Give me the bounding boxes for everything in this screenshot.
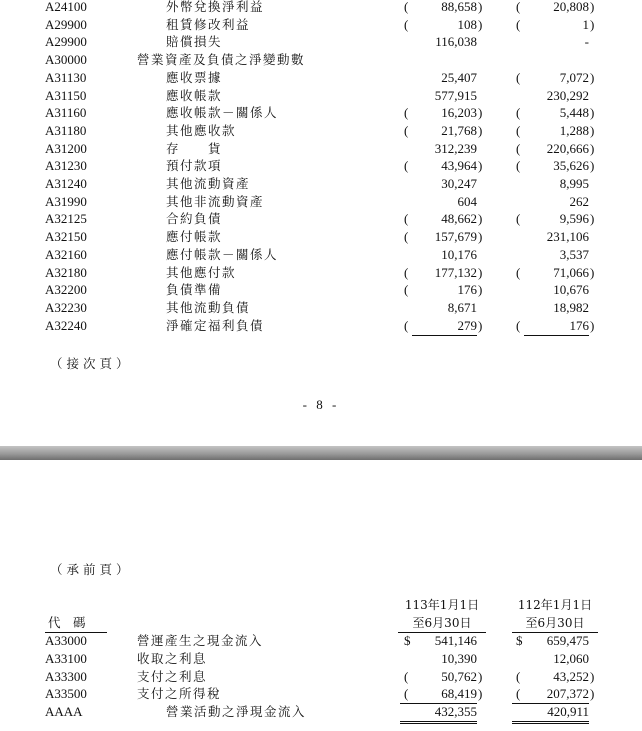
prev-close-paren: ) — [590, 0, 595, 14]
cur-open-paren: ( — [404, 282, 409, 298]
row-label: 支付之利息 — [137, 668, 208, 684]
statement-row — [0, 122, 642, 140]
page-number: - 8 - — [302, 397, 340, 412]
row-code: A32200 — [45, 282, 87, 298]
continued-next-page-note: （接次頁） — [50, 356, 133, 371]
page-divider — [0, 446, 642, 460]
statement-row — [0, 210, 642, 228]
cur-amount: 16,203 — [441, 105, 477, 121]
prev-amount: 220,666 — [546, 140, 589, 156]
current-period-header-line2: 至6月30日 — [412, 616, 472, 630]
prev-close-paren: ) — [590, 105, 595, 121]
statement-row — [0, 317, 642, 335]
statement-row — [0, 264, 642, 282]
statement-row — [0, 175, 642, 193]
row-code: A32125 — [45, 211, 87, 227]
cur-amount: 8,671 — [447, 299, 477, 315]
statement-row — [0, 299, 642, 317]
cur-amount: 177,132 — [434, 264, 477, 280]
row-label: 其他流動負債 — [166, 299, 251, 315]
prev-amount: - — [584, 34, 589, 50]
row-label: 負債準備 — [166, 282, 223, 298]
row-label: 應付帳款 — [166, 229, 223, 245]
statement-row — [0, 157, 642, 175]
statement-row — [0, 632, 642, 650]
prev-amount: 5,448 — [559, 105, 589, 121]
statement-row — [0, 246, 642, 264]
prev-amount: 10,676 — [553, 282, 589, 298]
prev-close-paren: ) — [590, 69, 595, 85]
cur-open-paren: ( — [404, 0, 409, 14]
prev-close-paren: ) — [590, 668, 595, 684]
cur-open-paren: ( — [404, 105, 409, 121]
row-code: AAAA — [45, 704, 83, 720]
cur-amount: 10,176 — [441, 246, 477, 262]
row-label: 其他應付款 — [166, 264, 237, 280]
cur-amount: 541,146 — [434, 633, 477, 648]
prev-amount: 8,995 — [559, 176, 589, 191]
row-label: 其他應收款 — [166, 122, 237, 138]
prev-amount: 262 — [569, 193, 589, 209]
cur-amount: 50,762 — [441, 668, 477, 684]
row-label: 營業活動之淨現金流入 — [166, 704, 307, 720]
statement-row — [0, 281, 642, 299]
cur-close-paren: ) — [478, 122, 483, 138]
row-code: A31180 — [45, 122, 87, 138]
code-column-header: 代 碼 — [48, 615, 86, 630]
prev-amount: 659,475 — [546, 633, 589, 648]
row-label: 淨確定福利負債 — [166, 317, 265, 333]
row-code: A31240 — [45, 176, 87, 191]
statement-row — [0, 33, 642, 51]
prev-amount: 7,072 — [559, 69, 589, 85]
row-code: A33000 — [45, 633, 87, 648]
prev-open-paren: ( — [516, 16, 521, 32]
prev-open-paren: ( — [516, 668, 521, 684]
prev-amount: 1,288 — [559, 122, 589, 138]
statement-row — [0, 228, 642, 246]
prev-close-paren: ) — [590, 16, 595, 32]
prev-open-paren: ( — [516, 686, 521, 702]
prev-close-paren: ) — [590, 140, 595, 156]
statement-row — [0, 69, 642, 87]
prev-amount: 35,626 — [553, 158, 589, 174]
row-label: 支付之所得稅 — [137, 686, 222, 702]
cur-amount: 176 — [457, 282, 477, 298]
row-label: 營運產生之現金流入 — [137, 633, 264, 648]
row-code: A24100 — [45, 0, 87, 14]
row-label: 合約負債 — [166, 211, 223, 227]
cur-amount: 279 — [412, 317, 477, 336]
prev-amount: 1 — [582, 16, 589, 32]
prev-close-paren: ) — [590, 264, 595, 280]
row-code: A33100 — [45, 650, 87, 666]
cur-close-paren: ) — [478, 105, 483, 121]
cur-amount: 577,915 — [434, 87, 477, 103]
row-code: A32230 — [45, 299, 87, 315]
statement-page-9 — [0, 460, 642, 731]
row-label: 租賃修改利益 — [166, 16, 251, 32]
row-code: A31130 — [45, 69, 87, 85]
cur-close-paren: ) — [478, 158, 483, 174]
current-period-header-line1: 113年1月1日 — [404, 598, 480, 612]
cur-open-paren: ( — [404, 668, 409, 684]
statement-row — [0, 0, 642, 16]
statement-row — [0, 140, 642, 158]
row-label: 營業資產及負債之淨變動數 — [137, 52, 306, 68]
cur-dollar-sign: $ — [404, 633, 411, 648]
cur-open-paren: ( — [404, 264, 409, 280]
cur-close-paren: ) — [478, 668, 483, 684]
cur-close-paren: ) — [478, 686, 483, 702]
prev-open-paren: ( — [516, 69, 521, 85]
cur-amount: 10,390 — [441, 650, 477, 666]
cur-amount: 43,964 — [441, 158, 477, 174]
row-code: A32240 — [45, 317, 87, 333]
row-code: A29900 — [45, 16, 87, 32]
statement-row — [0, 104, 642, 122]
row-label: 賠償損失 — [166, 34, 223, 50]
cur-open-paren: ( — [404, 686, 409, 702]
row-label: 收取之利息 — [137, 650, 208, 666]
cur-open-paren: ( — [404, 16, 409, 32]
prev-open-paren: ( — [516, 122, 521, 138]
prev-open-paren: ( — [516, 317, 521, 333]
cur-open-paren: ( — [404, 317, 409, 333]
statement-row — [0, 668, 642, 686]
statement-row — [0, 51, 642, 69]
row-code: A29900 — [45, 34, 87, 50]
row-code: A32180 — [45, 264, 87, 280]
cur-close-paren: ) — [478, 282, 483, 298]
cur-close-paren: ) — [478, 211, 483, 227]
cur-amount: 48,662 — [441, 211, 477, 227]
row-label: 應收票據 — [166, 69, 223, 85]
cur-amount: 68,419 — [400, 685, 477, 704]
statement-row — [0, 703, 642, 721]
prev-amount: 9,596 — [559, 211, 589, 227]
row-label: 應付帳款－關係人 — [166, 246, 279, 262]
cur-close-paren: ) — [478, 229, 483, 245]
cur-amount: 88,658 — [441, 0, 477, 14]
prev-open-paren: ( — [516, 211, 521, 227]
cur-amount: 25,407 — [441, 69, 477, 85]
row-label: 外幣兌換淨利益 — [166, 0, 265, 14]
row-label: 存 貨 — [166, 140, 223, 156]
prev-close-paren: ) — [590, 211, 595, 227]
cur-close-paren: ) — [478, 264, 483, 280]
statement-row — [0, 16, 642, 34]
cur-amount: 116,038 — [435, 34, 477, 50]
cur-close-paren: ) — [478, 0, 483, 14]
prev-amount: 18,982 — [553, 299, 589, 315]
prev-close-paren: ) — [590, 158, 595, 174]
prev-amount: 176 — [524, 317, 589, 336]
row-code: A31150 — [45, 87, 87, 103]
continued-from-previous-note: （承前頁） — [50, 562, 133, 577]
prev-close-paren: ) — [590, 317, 595, 333]
prev-amount: 207,372 — [512, 685, 589, 704]
row-code: A33300 — [45, 668, 87, 684]
statement-row — [0, 87, 642, 105]
row-label: 其他流動資產 — [166, 176, 251, 191]
row-code: A31990 — [45, 193, 87, 209]
row-code: A33500 — [45, 686, 87, 702]
prev-amount: 420,911 — [512, 703, 589, 724]
row-label: 預付款項 — [166, 158, 223, 174]
statement-row — [0, 685, 642, 703]
row-code: A31230 — [45, 158, 87, 174]
cur-close-paren: ) — [478, 16, 483, 32]
prev-amount: 3,537 — [559, 246, 589, 262]
prev-dollar-sign: $ — [516, 633, 523, 648]
row-code: A32160 — [45, 246, 87, 262]
prior-period-header-line1: 112年1月1日 — [517, 598, 593, 612]
cur-amount: 30,247 — [441, 176, 477, 191]
prev-amount: 71,066 — [553, 264, 589, 280]
cur-amount: 21,768 — [441, 122, 477, 138]
cur-open-paren: ( — [404, 211, 409, 227]
row-code: A31200 — [45, 140, 87, 156]
prev-open-paren: ( — [516, 140, 521, 156]
prev-open-paren: ( — [516, 158, 521, 174]
prev-open-paren: ( — [516, 105, 521, 121]
prev-open-paren: ( — [516, 264, 521, 280]
row-code: A32150 — [45, 229, 87, 245]
cur-open-paren: ( — [404, 158, 409, 174]
prev-close-paren: ) — [590, 122, 595, 138]
row-label: 應收帳款－關係人 — [166, 105, 279, 121]
cur-amount: 432,355 — [400, 703, 477, 724]
prev-amount: 12,060 — [553, 650, 589, 666]
cur-amount: 157,679 — [434, 229, 477, 245]
prev-open-paren: ( — [516, 0, 521, 14]
row-code: A30000 — [45, 52, 87, 68]
cur-amount: 108 — [457, 16, 477, 32]
prev-amount: 230,292 — [546, 87, 589, 103]
row-label: 其他非流動資產 — [166, 193, 265, 209]
statement-row — [0, 193, 642, 211]
prev-amount: 43,252 — [553, 668, 589, 684]
cur-close-paren: ) — [478, 317, 483, 333]
prev-close-paren: ) — [590, 686, 595, 702]
statement-row — [0, 650, 642, 668]
prev-amount: 231,106 — [546, 229, 589, 245]
row-label: 應收帳款 — [166, 87, 223, 103]
cur-open-paren: ( — [404, 229, 409, 245]
row-code: A31160 — [45, 105, 87, 121]
cur-open-paren: ( — [404, 122, 409, 138]
prior-period-header-line2: 至6月30日 — [525, 616, 585, 630]
prev-amount: 20,808 — [553, 0, 589, 14]
cur-amount: 312,239 — [434, 140, 477, 156]
cur-amount: 604 — [457, 193, 477, 209]
